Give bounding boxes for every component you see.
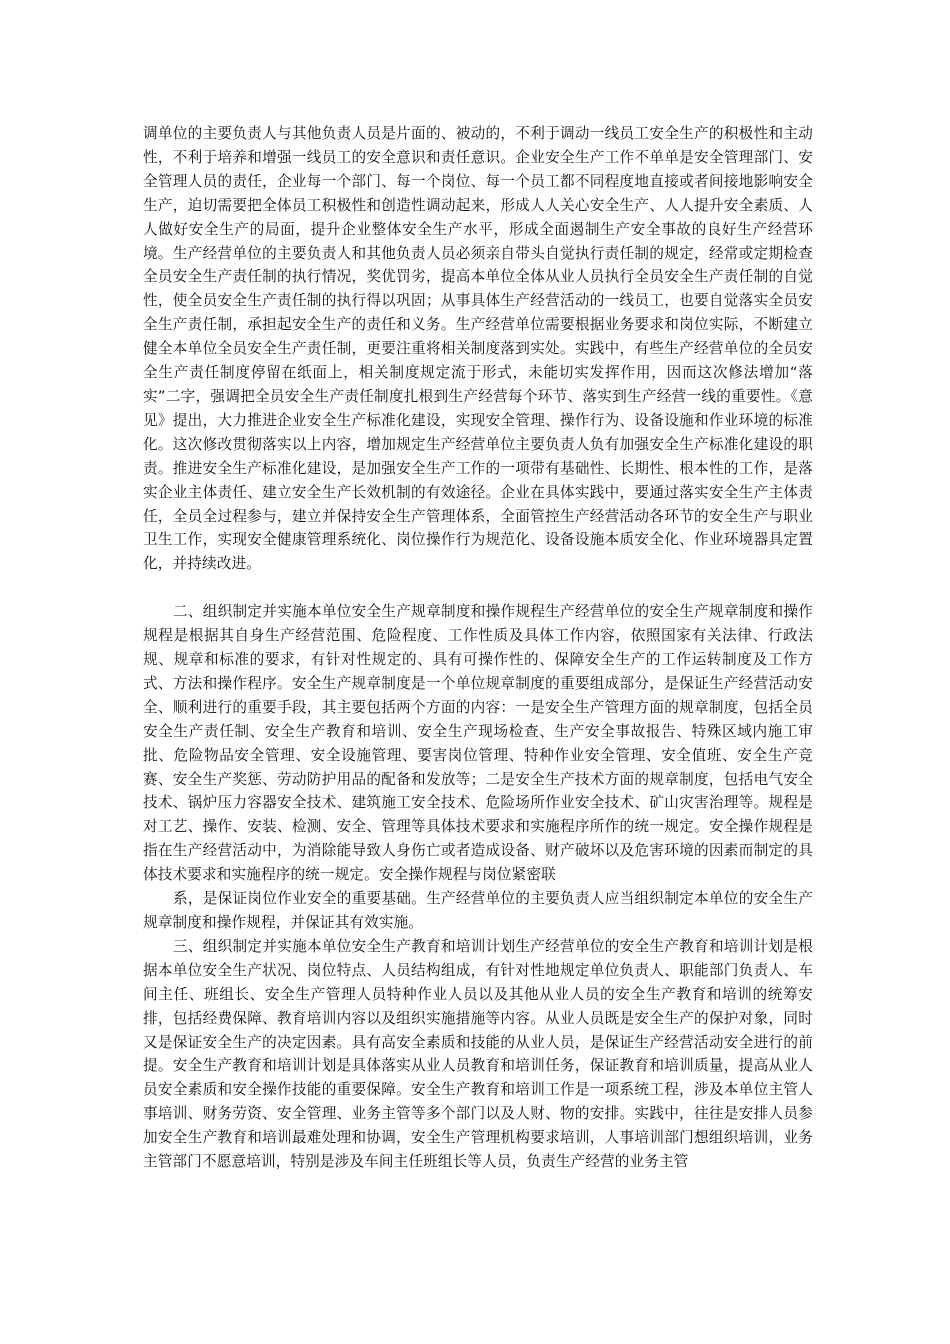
paragraph-section-two-rules: 二、组织制定并实施本单位安全生产规章制度和操作规程生产经营单位的安全生产规章制度和操作规程是根据其自身生产经营范围、危险程度、工作性质及具体工作内容，依照国家有关法律、行政法规、规章和标准的要求，有针对性规定的、具有可操作性的、保障安全生产的工作运转制度及工作方式、方法和操作程序。安全生产规章制度是一个单位规章制度的重要组成部分，是保证生产经营活动安全、顺利进行的重要手段，其主要包括两个方面的内容：一是安全生产管理方面的规章制度，包括全员安全生产责任制、安全生产教育和培训、安全生产现场检查、生产安全事故报告、特殊区域内施工审批、危险物品安全管理、安全设施管理、要害岗位管理、特种作业安全管理、安全值班、安全生产竞赛、安全生产奖惩、劳动防护用品的配备和发放等；二是安全生产技术方面的规章制度，包括电气安全技术、锅炉压力容器安全技术、建筑施工安全技术、危险场所作业安全技术、矿山灾害治理等。规程是对工艺、操作、安装、检测、安全、管理等具体技术要求和实施程序所作的统一规定。安全操作规程是指在生产经营活动中，为消除能导致人身伤亡或者造成设备、财产破坏以及危害环境的因素而制定的具体技术要求和实施程序的统一规定。安全操作规程与岗位紧密联 <box>143 603 813 884</box>
document-body <box>143 122 813 1174</box>
paragraph-section-three-training: 三、组织制定并实施本单位安全生产教育和培训计划生产经营单位的安全生产教育和培训计划是根据本单位安全生产状况、岗位特点、人员结构组成，有针对性地规定单位负责人、职能部门负责人、车间主任、班组长、安全生产管理人员特种作业人员以及其他从业人员的安全生产教育和培训的统筹安排，包括经费保障、教育培训内容以及组织实施措施等内容。从业人员既是安全生产的保护对象，同时又是保证安全生产的决定因素。具有高安全素质和技能的从业人员，是保证生产经营活动安全进行的前提。安全生产教育和培训计划是具体落实从业人员教育和培训任务，保证教育和培训质量，提高从业人员安全素质和安全操作技能的重要保障。安全生产教育和培训工作是一项系统工程，涉及本单位主管人事培训、财务劳资、安全管理、业务主管等多个部门以及人财、物的安排。实践中，往往是安排人员参加安全生产教育和培训最难处理和协调，安全生产管理机构要求培训，人事培训部门想组织培训，业务主管部门不愿意培训，特别是涉及车间主任班组长等人员，负责生产经营的业务主管 <box>143 937 813 1171</box>
paragraph-responsibility-system: 调单位的主要负责人与其他负责人员是片面的、被动的，不利于调动一线员工安全生产的积极性和主动性，不利于培养和增强一线员工的安全意识和责任意识。企业安全生产工作不单单是安全管理部门、安全管理人员的责任，企业每一个部门、每一个岗位、每一个员工都不同程度地直接或者间接地影响安全生产，迫切需要把全体员工积极性和创造性调动起来，形成人人关心安全生产、人人提升安全素质、人人做好安全生产的局面，提升企业整体安全生产水平，形成全面遏制生产安全事故的良好生产经营环境。生产经营单位的主要负责人和其他负责人员必须亲自带头自觉执行责任制的规定，经常或定期检查全员安全生产责任制的执行情况，奖优罚劣，提高本单位全体从业人员执行全员安全生产责任制的自觉性，使全员安全生产责任制的执行得以巩固；从事具体生产经营活动的一线员工，也要自觉落实全员安全生产责任制，承担起安全生产的责任和义务。生产经营单位需要根据业务要求和岗位实际，不断建立健全本单位全员安全生产责任制，更要注重将相关制度落到实处。实践中，有些生产经营单位的全员安全生产责任制度停留在纸面上，相关制度规定流于形式，未能切实发挥作用，因而这次修法增加“落实”二字，强调把全员安全生产责任制度扎根到生产经营每个环节、落实到生产经营一线的重要性。《意见》提出，大力推进企业安全生产标准化建设，实现安全管理、操作行为、设备设施和作业环境的标准化。这次修改贯彻落实以上内容，增加规定生产经营单位主要负责人负有加强安全生产标准化建设的职责。推进安全生产标准化建设，是加强安全生产工作的一项带有基础性、长期性、根本性的工作，是落实企业主体责任、建立安全生产长效机制的有效途径。企业在具体实践中，要通过落实安全生产主体责任，全员全过程参与，建立并保持安全生产管理体系，全面管控生产经营活动各环节的安全生产与职业卫生工作，实现安全健康管理系统化、岗位操作行为规范化、设备设施本质安全化、作业环境器具定置化，并持续改进。 <box>143 125 813 573</box>
paragraph-section-two-continuation: 系，是保证岗位作业安全的重要基础。生产经营单位的主要负责人应当组织制定本单位的安全生产规章制度和操作规程，并保证其有效实施。 <box>143 890 813 931</box>
